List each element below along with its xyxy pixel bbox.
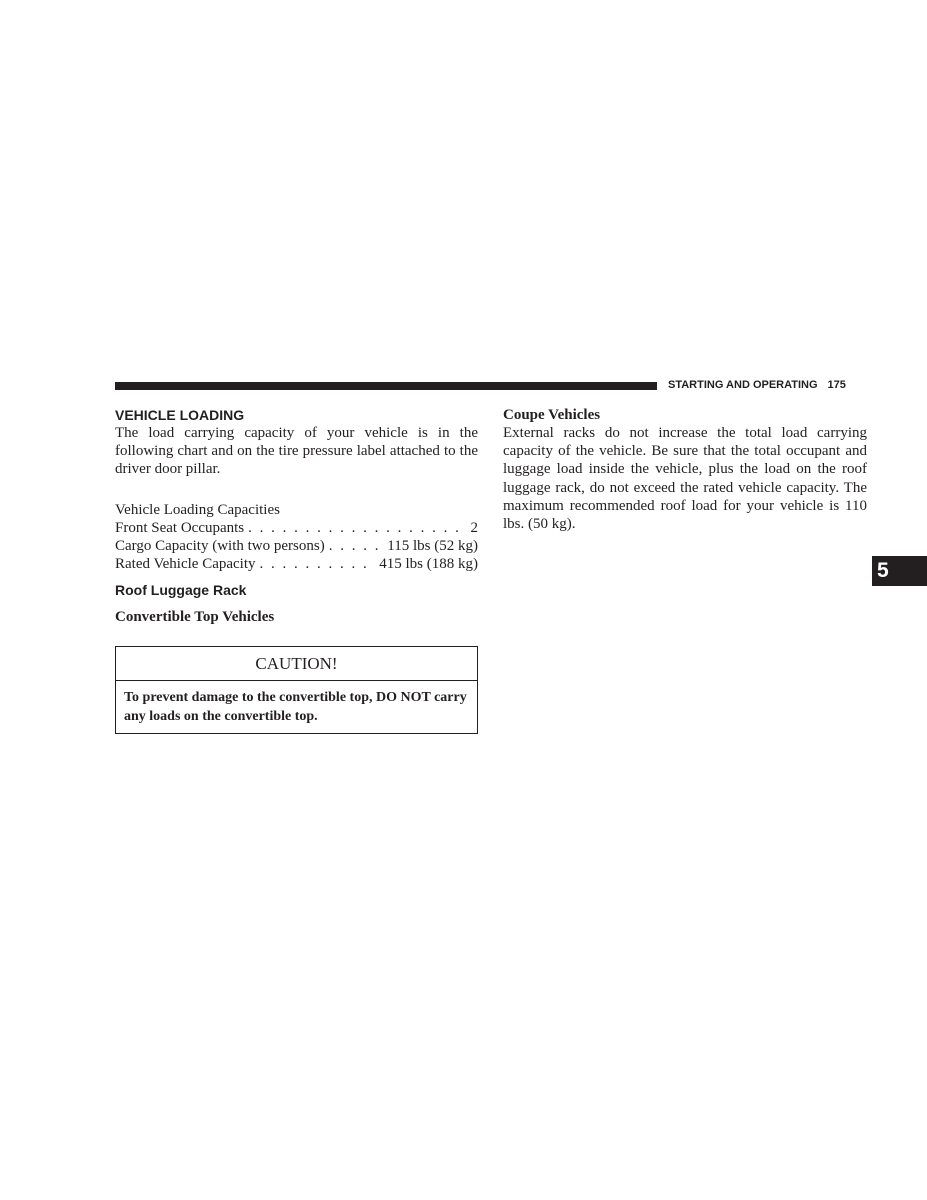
page-number: 175 [827, 379, 846, 391]
leader-dots [260, 555, 376, 573]
chapter-number: 5 [877, 559, 889, 582]
capacities-title: Vehicle Loading Capacities [115, 501, 280, 518]
caution-title: CAUTION! [116, 647, 477, 681]
leader-dots [248, 519, 466, 537]
capacity-row [115, 537, 478, 555]
caution-box [115, 646, 478, 734]
right-column [503, 406, 867, 533]
capacity-value: 415 lbs (188 kg) [379, 556, 478, 573]
vehicle-loading-intro: The load carrying capacity of your vehicle is in the following chart and on the tire pressure label attached to the driver door pillar. [115, 425, 478, 478]
roof-luggage-rack-heading: Roof Luggage Rack [115, 582, 247, 599]
convertible-top-heading: Convertible Top Vehicles [115, 609, 275, 626]
capacity-row [115, 555, 478, 573]
capacity-label: Rated Vehicle Capacity [115, 556, 256, 573]
running-header [668, 379, 868, 391]
capacity-row [115, 519, 478, 537]
left-column [115, 406, 478, 626]
leader-dots [329, 537, 384, 555]
capacity-value: 2 [470, 519, 478, 536]
capacity-label: Cargo Capacity (with two persons) [115, 537, 325, 554]
section-title: STARTING AND OPERATING [668, 379, 818, 391]
capacity-value: 115 lbs (52 kg) [387, 537, 478, 554]
vehicle-loading-heading: VEHICLE LOADING [115, 407, 245, 423]
caution-text: To prevent damage to the convertible top, DO NOT carry any loads on the convertible top. [124, 690, 467, 724]
coupe-vehicles-text: External racks do not increase the total load carrying capacity of the vehicle. Be sure that the total occupant and luggage load inside the vehicle, plus the load on the roof luggage rack, do not exceed the rated vehicle capacity. The maximum recommended roof load for your vehicle is 110 lbs. (50 kg). [503, 425, 867, 533]
capacity-label: Front Seat Occupants [115, 519, 245, 536]
chapter-thumb-tab [872, 556, 927, 586]
header-rule [115, 382, 657, 390]
coupe-vehicles-heading: Coupe Vehicles [503, 407, 601, 423]
